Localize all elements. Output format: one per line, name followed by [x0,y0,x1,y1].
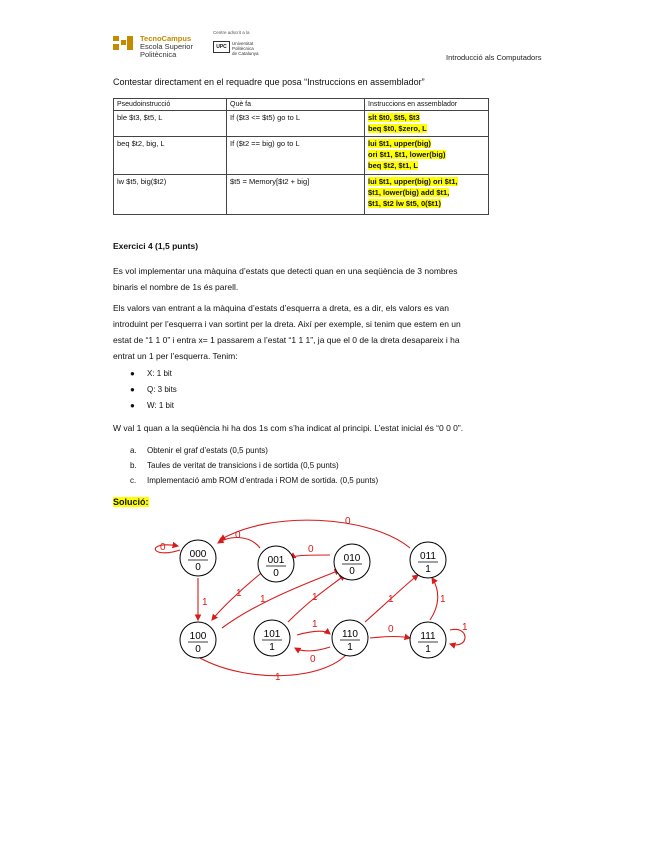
task-letter: c. [130,476,137,485]
state-w: 1 [347,642,353,653]
state-q: 111 [420,631,436,642]
asm-line: slt $t0, $t5, $t3 [368,113,420,122]
instruction-text: Contestar directament en el requadre que posa “Instruccions en assemblador” [113,77,425,87]
asm-line: $t1, lower(big) add $t1, [368,188,450,197]
state-q: 110 [342,629,358,640]
state-w: 0 [349,566,355,577]
label-111-self: 1 [462,622,468,633]
asm-line: lui $t1, upper(big) [368,139,431,148]
state-w: 0 [195,644,201,655]
state-q: 001 [267,555,285,566]
row-pseudo: beq $t2, big, L [114,137,227,175]
task-text: Taules de veritat de transicions i de sortida (0,5 punts) [147,461,339,470]
label-011-000: 0 [345,516,351,527]
row-asm [365,111,489,137]
state-q: 010 [343,553,361,564]
table-row [114,175,489,215]
bullet-icon: ● [130,369,135,378]
state-diagram [140,510,480,685]
asm-line: lui $t1, upper(big) ori $t1, [368,177,458,186]
label-000-100: 1 [202,597,208,608]
upc-name [232,41,259,56]
transition-110-111 [370,637,410,639]
upc-logo: UPC [213,41,230,53]
task-item [130,446,268,455]
upc-line-3: de Catalunya [232,51,259,56]
label-001-100: 1 [236,588,242,599]
transition-010-001 [290,555,330,558]
table-header-row [114,99,489,111]
label-110-101: 0 [310,654,316,665]
transition-110-101 [295,647,330,651]
logo-line-2: Escola Superior [140,42,193,51]
solution-label: Solució: [113,497,149,507]
row-asm [365,137,489,175]
list-item [130,401,174,410]
paragraph-2-line-1: Els valors van entrant a la màquina d’estats d’esquerra a dreta, es a dir, els valors es van [113,303,449,313]
transition-111-011 [430,578,438,620]
label-110-111: 0 [388,624,394,635]
row-what: If ($t3 <= $t5) go to L [227,111,365,137]
task-item [130,476,378,485]
state-q: 011 [420,551,436,562]
header-asm: Instruccions en assemblador [365,99,489,111]
paragraph-3: W val 1 quan a la seqüència hi ha dos 1s com s’ha indicat al principi. L’estat inicial és “0 0 0”. [113,423,464,433]
paragraph-1-line-1: Es vol implementar una màquina d’estats que detecti quan en una seqüència de 3 nombres [113,266,458,276]
state-q: 100 [189,631,207,642]
course-title: Introducció als Computadors [446,53,542,62]
transition-labels [160,516,468,683]
asm-line: beq $t0, $zero, L [368,124,427,133]
state-w: 1 [425,564,431,575]
row-pseudo: lw $t5, big($t2) [114,175,227,215]
label-010-001: 0 [308,544,314,555]
label-100-101: 1 [275,672,281,683]
task-text: Implementació amb ROM d’entrada i ROM de sortida. (0,5 punts) [147,476,379,485]
logo-line-1: TecnoCampus [140,34,192,43]
upc-line-2: Politècnica [232,46,254,51]
label-101-010: 1 [312,592,318,603]
bullet-text: X: 1 bit [147,369,172,378]
bullet-icon: ● [130,385,135,394]
bullet-icon: ● [130,401,135,410]
list-item [130,385,177,394]
transition-101-110 [297,631,330,635]
label-000-self: 0 [160,542,166,553]
asm-line: ori $t1, $t1, lower(big) [368,150,446,159]
state-q: 000 [189,549,207,560]
table-row [114,137,489,175]
row-pseudo: ble $t3, $t5, L [114,111,227,137]
row-asm [365,175,489,215]
row-what: If ($t2 == big) go to L [227,137,365,175]
label-110-011: 1 [388,594,394,605]
label-111-011: 1 [440,594,446,605]
state-w: 0 [273,568,279,579]
state-w: 1 [425,644,431,655]
label-100-010: 1 [260,594,266,605]
header-pseudo: Pseudoinstrucció [114,99,227,111]
assembler-table [113,98,489,215]
paragraph-2-line-4: entrat un 1 per l’esquerra. Tenim: [113,351,238,361]
school-logo-text [140,35,193,59]
paragraph-2-line-2: introduint per l’esquerra i van sortint per la dreta. Així per exemple, si tenim que estem en un [113,319,461,329]
tecnocampus-logo-icon [113,36,133,50]
row-what: $t5 = Memory[$t2 + big] [227,175,365,215]
state-q: 101 [263,629,281,640]
partner-caption: Centre adscrit a la [213,30,250,35]
header-what: Què fa [227,99,365,111]
state-w: 1 [269,642,275,653]
transition-000-self [155,545,180,553]
paragraph-1-line-2: binaris el nombre de 1s és parell. [113,282,239,292]
transition-011-000 [220,520,410,548]
asm-line: $t1, $t2 lw $t5, 0($t1) [368,199,441,208]
task-item [130,461,339,470]
asm-line: beq $t2, $t1, L [368,161,419,170]
logo-line-3: Politècnica [140,50,177,59]
table-row [114,111,489,137]
paragraph-2-line-3: estat de “1 1 0” i entra x= 1 passarem a l’estat “1 1 1”, ja que el 0 de la dreta desapareix i ha [113,335,460,345]
label-101-110: 1 [312,619,318,630]
state-w: 0 [195,562,201,573]
label-001-000: 0 [235,530,241,541]
task-letter: a. [130,446,137,455]
task-text: Obtenir el graf d’estats (0,5 punts) [147,446,268,455]
bullet-text: Q: 3 bits [147,385,177,394]
upc-line-1: Universitat [232,41,254,46]
task-letter: b. [130,461,137,470]
bullet-text: W: 1 bit [147,401,174,410]
exercise-title: Exercici 4 (1,5 punts) [113,241,199,251]
list-item [130,369,172,378]
